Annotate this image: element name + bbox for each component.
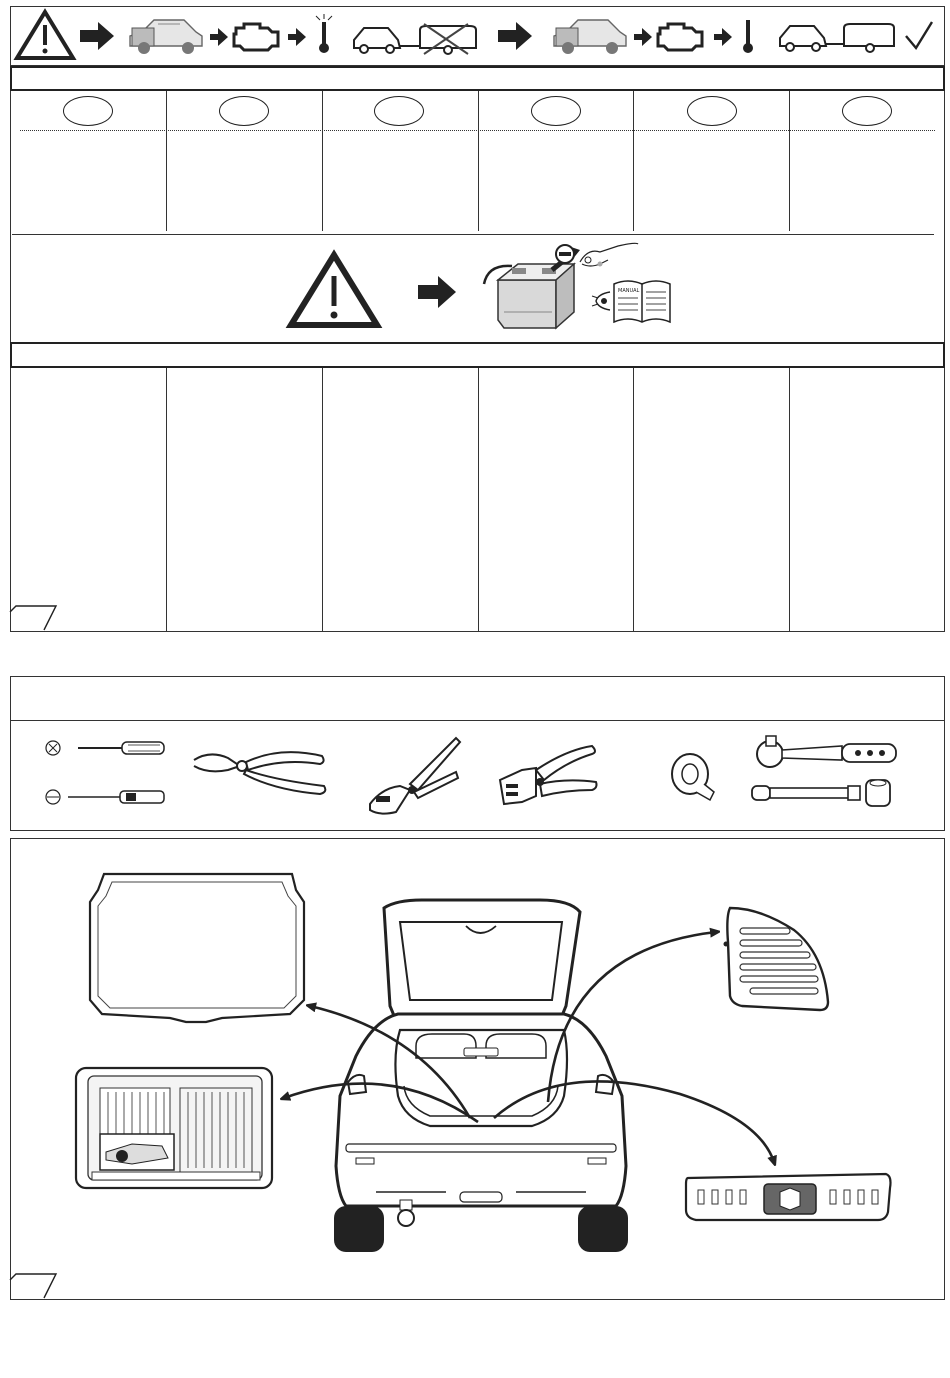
svg-text:MANUAL: MANUAL [618, 288, 640, 294]
page-corner-marker [10, 1272, 60, 1302]
arrow-to-sill-trim [494, 1081, 774, 1162]
arrow-to-boot-floor [310, 1006, 470, 1118]
arrow-to-side-trim [548, 932, 716, 1102]
